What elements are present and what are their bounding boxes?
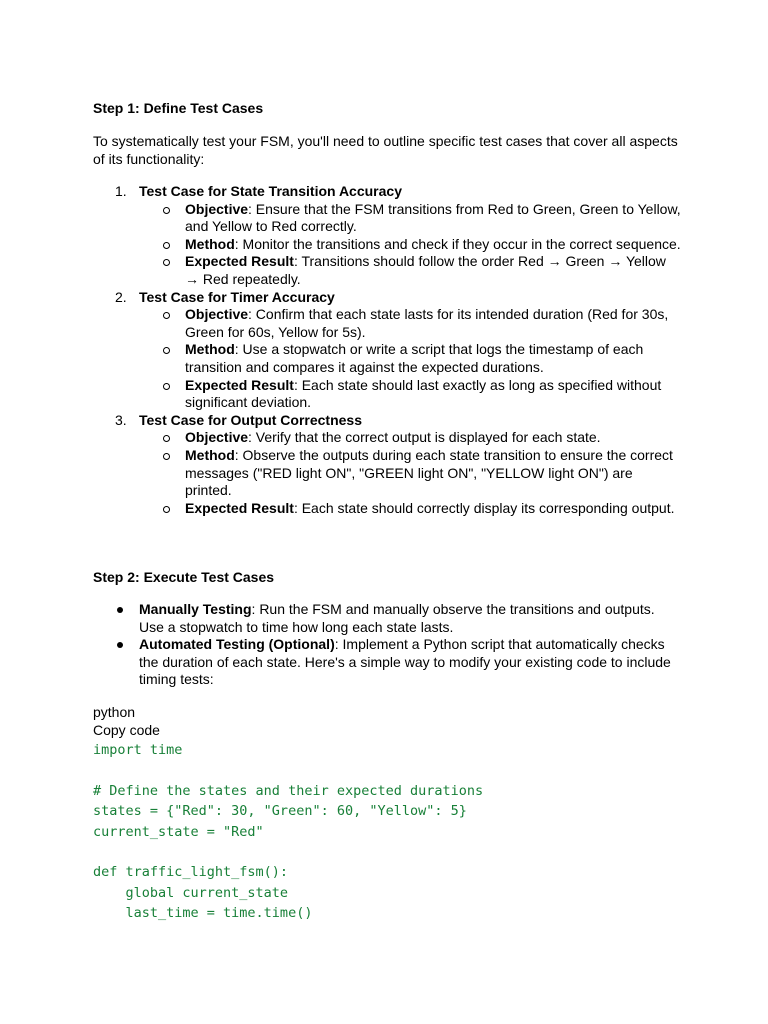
detail-label: Expected Result	[185, 253, 294, 270]
detail-method	[139, 236, 683, 254]
detail-text: : Monitor the transitions and check if they occur in the correct sequence.	[234, 235, 681, 252]
bullet-automated-testing	[93, 636, 683, 689]
list-number: 3.	[115, 411, 127, 428]
detail-objective	[139, 306, 683, 341]
detail-label: Expected Result	[185, 499, 294, 516]
detail-text: : Use a stopwatch or write a script that logs the timestamp of each transition and compares it against the expected durations.	[185, 341, 644, 375]
step1-heading: Step 1: Define Test Cases	[93, 100, 264, 116]
test-case-1	[93, 183, 683, 289]
test-case-3	[93, 412, 683, 518]
detail-objective	[139, 201, 683, 236]
step1-intro: To systematically test your FSM, you'll need to outline specific test cases that cover all aspects of its functionality:	[93, 133, 678, 167]
copy-code-button[interactable]: Copy code	[93, 722, 160, 738]
list-number: 1.	[115, 183, 127, 199]
detail-label: Objective	[185, 200, 249, 217]
detail-method	[139, 447, 683, 500]
bullet-text: : Run the FSM and manually observe the transitions and outputs. Use a stopwatch to time how long each state lasts.	[139, 601, 655, 635]
test-case-list	[93, 183, 683, 517]
detail-label: Method	[185, 235, 235, 252]
code-line: import time	[93, 742, 183, 758]
bullet-manual-testing	[93, 601, 683, 636]
code-line	[93, 760, 713, 780]
detail-expected-result	[139, 253, 683, 288]
detail-expected-result	[139, 377, 683, 412]
test-case-title: Test Case for State Transition Accuracy	[139, 183, 402, 199]
detail-label: Objective	[185, 429, 249, 446]
list-number: 2.	[115, 288, 127, 305]
detail-text: : Each state should last exactly as long as specified without significant deviation.	[185, 376, 662, 411]
code-line: states = {"Red": 30, "Green": 60, "Yellow": 5}	[93, 803, 467, 820]
code-line	[93, 842, 713, 862]
code-line: # Define the states and their expected durations	[93, 782, 484, 799]
detail-text: : Each state should correctly display its corresponding output.	[293, 499, 675, 516]
code-language-label: python	[93, 704, 136, 720]
code-line: current_state = "Red"	[93, 823, 264, 840]
detail-label: Objective	[185, 306, 249, 323]
detail-text: : Ensure that the FSM transitions from Red to Green, Green to Yellow, and Yellow to Red correctly.	[185, 200, 681, 235]
detail-label: Method	[185, 341, 235, 358]
test-case-details	[139, 306, 683, 412]
detail-text: : Observe the outputs during each state transition to ensure the correct messages ("RED light ON", "GREEN light ON", "YELLOW light ON") are printed.	[185, 446, 673, 499]
bullet-label: Manually Testing	[139, 601, 252, 617]
detail-label: Expected Result	[185, 376, 294, 393]
code-line: last_time = time.time()	[93, 905, 313, 922]
detail-text: : Transitions should follow the order Red → Green → Yellow → Red repeatedly.	[185, 253, 666, 287]
test-case-title: Test Case for Output Correctness	[139, 411, 363, 428]
detail-method	[139, 341, 683, 376]
test-case-2	[93, 289, 683, 412]
detail-expected-result	[139, 500, 683, 518]
detail-text: : Confirm that each state lasts for its intended duration (Red for 30s, Green for 60s, Yellow for 5s).	[185, 306, 669, 340]
test-case-title: Test Case for Timer Accuracy	[139, 288, 335, 305]
code-line: def traffic_light_fsm():	[93, 864, 289, 881]
bullet-label: Automated Testing (Optional)	[139, 636, 335, 653]
execution-list	[93, 601, 683, 689]
code-line: global current_state	[93, 884, 289, 901]
bullet-text: : Implement a Python script that automatically checks the duration of each state. Here's a simple way to modify your existing code to include timing tests:	[139, 636, 671, 688]
test-case-details	[139, 201, 683, 289]
detail-label: Method	[185, 446, 235, 463]
code-block	[93, 740, 713, 924]
test-case-details	[139, 429, 683, 517]
detail-objective	[139, 429, 683, 447]
step2-heading: Step 2: Execute Test Cases	[93, 569, 275, 585]
detail-text: : Verify that the correct output is displayed for each state.	[248, 429, 601, 446]
